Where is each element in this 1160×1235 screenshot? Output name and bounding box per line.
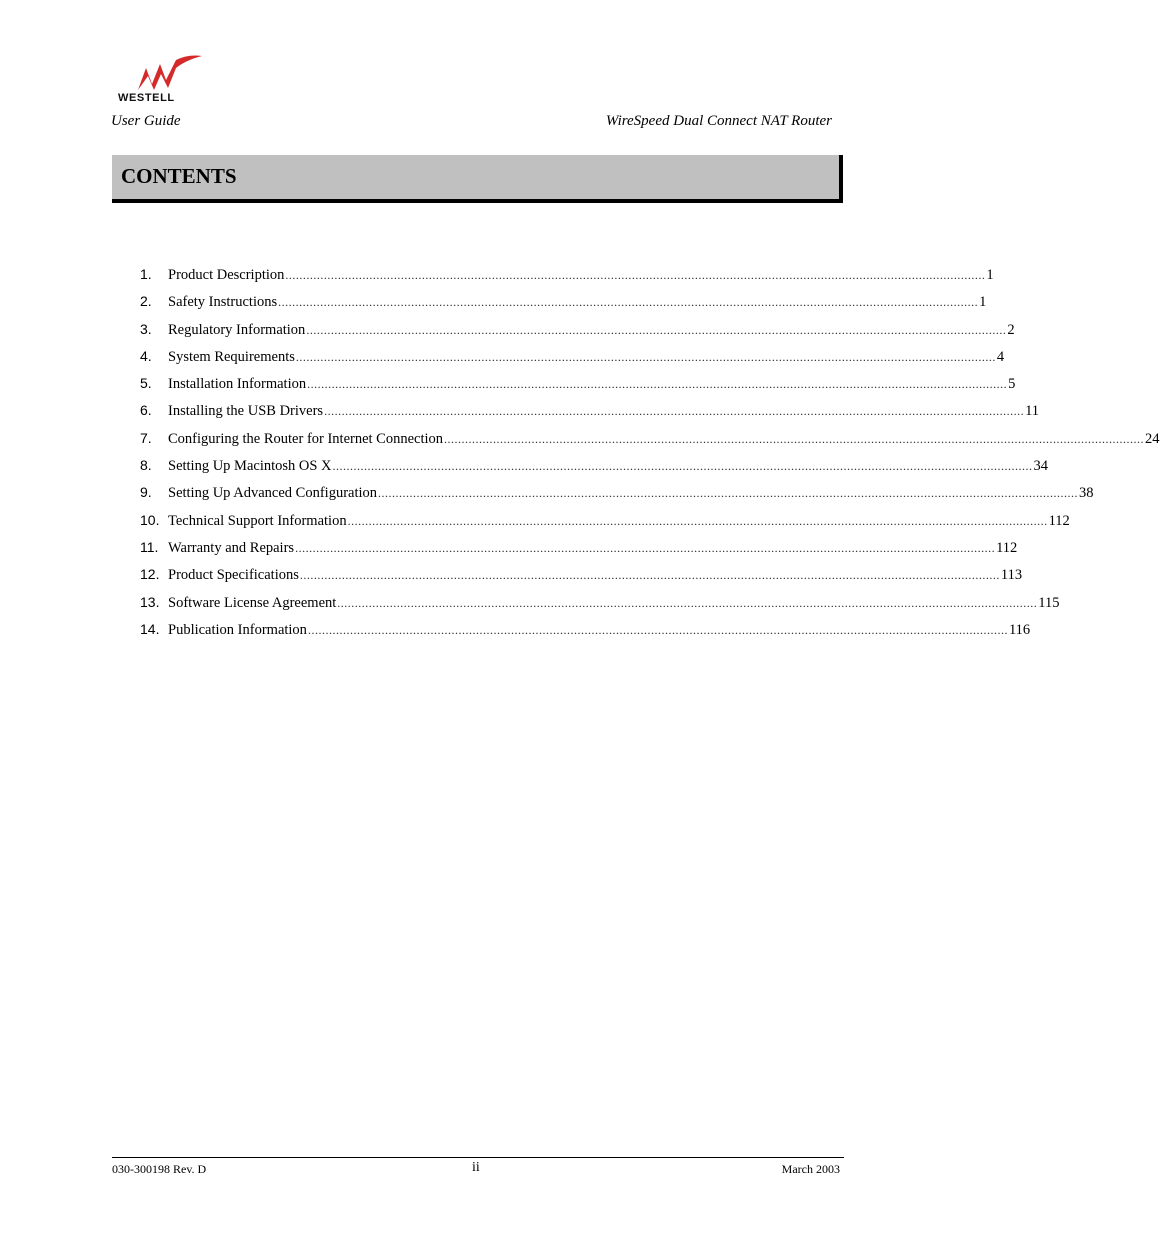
toc-entry-title: Setting Up Macintosh OS X — [168, 458, 332, 475]
toc-leader-dots: ........................................................................................................................................................................................................ — [337, 595, 1038, 610]
toc-entry[interactable] — [140, 375, 1016, 402]
toc-leader-dots: ........................................................................................................................................................................................................ — [307, 377, 1008, 392]
table-of-contents — [140, 266, 1160, 648]
footer-doc-number: 030-300198 Rev. D — [112, 1162, 207, 1176]
toc-leader-dots: ........................................................................................................................................................................................................ — [444, 431, 1145, 446]
logo-text: WESTELL — [118, 92, 175, 104]
toc-leader-dots: ........................................................................................................................................................................................................ — [332, 459, 1033, 474]
toc-entry[interactable] — [140, 593, 1060, 621]
toc-leader-dots: ........................................................................................................................................................................................................ — [378, 486, 1079, 501]
toc-entry-number: 14. — [140, 620, 160, 637]
toc-entry-number: 4. — [140, 347, 152, 364]
toc-entry-title: Warranty and Repairs — [168, 539, 295, 556]
toc-entry-page: 1 — [986, 267, 994, 283]
toc-leader-dots: ........................................................................................................................................................................................................ — [278, 295, 979, 310]
toc-entry-page: 5 — [1008, 376, 1016, 393]
toc-entry-title: Product Specifications — [168, 567, 299, 584]
toc-entry-page: 4 — [996, 348, 1005, 365]
toc-entry-title: Publication Information — [168, 621, 307, 638]
toc-entry-number: 3. — [140, 320, 152, 337]
toc-entry-page: 38 — [1079, 485, 1094, 502]
toc-entry-title: Software License Agreement — [168, 594, 337, 611]
toc-entry-page: 1 — [979, 294, 987, 311]
toc-entry[interactable] — [140, 566, 1023, 593]
toc-entry[interactable] — [140, 511, 1070, 539]
toc-entry-page: 112 — [996, 539, 1018, 556]
toc-entry[interactable] — [140, 484, 1094, 511]
toc-entry-number: 8. — [140, 457, 152, 474]
toc-entry-number: 10. — [140, 511, 160, 528]
toc-entry-page: 113 — [1000, 567, 1023, 584]
toc-entry[interactable] — [140, 347, 1005, 375]
westell-logo — [118, 54, 204, 106]
toc-leader-dots: ........................................................................................................................................................................................................ — [299, 568, 1000, 583]
toc-leader-dots: ........................................................................................................................................................................................................ — [285, 268, 986, 282]
toc-leader-dots: ........................................................................................................................................................................................................ — [307, 622, 1008, 637]
footer-date: March 2003 — [781, 1162, 840, 1176]
toc-entry-page: 115 — [1038, 594, 1060, 611]
toc-entry-title: Product Description — [168, 267, 285, 283]
toc-entry-page: 24 — [1145, 430, 1160, 447]
footer-page-number: ii — [472, 1160, 480, 1175]
toc-entry-page: 112 — [1048, 512, 1070, 529]
toc-leader-dots: ........................................................................................................................................................................................................ — [295, 349, 996, 364]
toc-entry[interactable] — [140, 402, 1040, 429]
toc-leader-dots: ........................................................................................................................................................................................................ — [347, 513, 1048, 528]
toc-entry-number: 11. — [140, 538, 159, 555]
toc-entry-title: Setting Up Advanced Configuration — [168, 485, 378, 502]
header-product-name: WireSpeed Dual Connect NAT Router — [605, 113, 832, 129]
toc-leader-dots: ........................................................................................................................................................................................................ — [324, 404, 1025, 419]
toc-entry-title: Configuring the Router for Internet Connection — [168, 430, 444, 447]
toc-entry-title: Technical Support Information — [168, 512, 347, 529]
contents-banner — [112, 155, 843, 203]
toc-entry-number: 6. — [140, 402, 152, 419]
toc-entry-title: System Requirements — [168, 348, 295, 365]
toc-entry-number: 2. — [140, 293, 152, 310]
toc-entry-number: 1. — [140, 266, 152, 282]
toc-entry[interactable] — [140, 538, 1018, 566]
toc-entry[interactable] — [140, 293, 987, 320]
toc-entry[interactable] — [140, 457, 1049, 484]
contents-title: CONTENTS — [121, 164, 237, 188]
toc-entry-page: 11 — [1025, 403, 1040, 420]
toc-entry-number: 7. — [140, 429, 152, 446]
toc-entry-number: 12. — [140, 566, 160, 583]
toc-leader-dots: ........................................................................................................................................................................................................ — [295, 540, 996, 555]
toc-entry-page: 2 — [1007, 321, 1015, 338]
toc-entry-page: 34 — [1033, 458, 1049, 475]
toc-entry[interactable] — [140, 266, 994, 293]
toc-entry-number: 13. — [140, 593, 160, 610]
footer-divider — [112, 1157, 844, 1158]
toc-entry-title: Installation Information — [168, 376, 307, 393]
toc-entry[interactable] — [140, 620, 1031, 648]
toc-entry-page: 116 — [1008, 621, 1031, 638]
toc-entry-title: Installing the USB Drivers — [168, 403, 324, 420]
toc-entry[interactable] — [140, 429, 1160, 457]
westell-swoosh-icon — [136, 54, 206, 94]
header-doc-type: User Guide — [111, 113, 181, 129]
toc-entry-number: 5. — [140, 375, 152, 392]
toc-entry-title: Regulatory Information — [168, 321, 306, 338]
toc-entry-title: Safety Instructions — [168, 294, 278, 311]
toc-entry[interactable] — [140, 320, 1015, 348]
toc-entry-number: 9. — [140, 484, 152, 501]
toc-leader-dots: ........................................................................................................................................................................................................ — [306, 322, 1007, 337]
